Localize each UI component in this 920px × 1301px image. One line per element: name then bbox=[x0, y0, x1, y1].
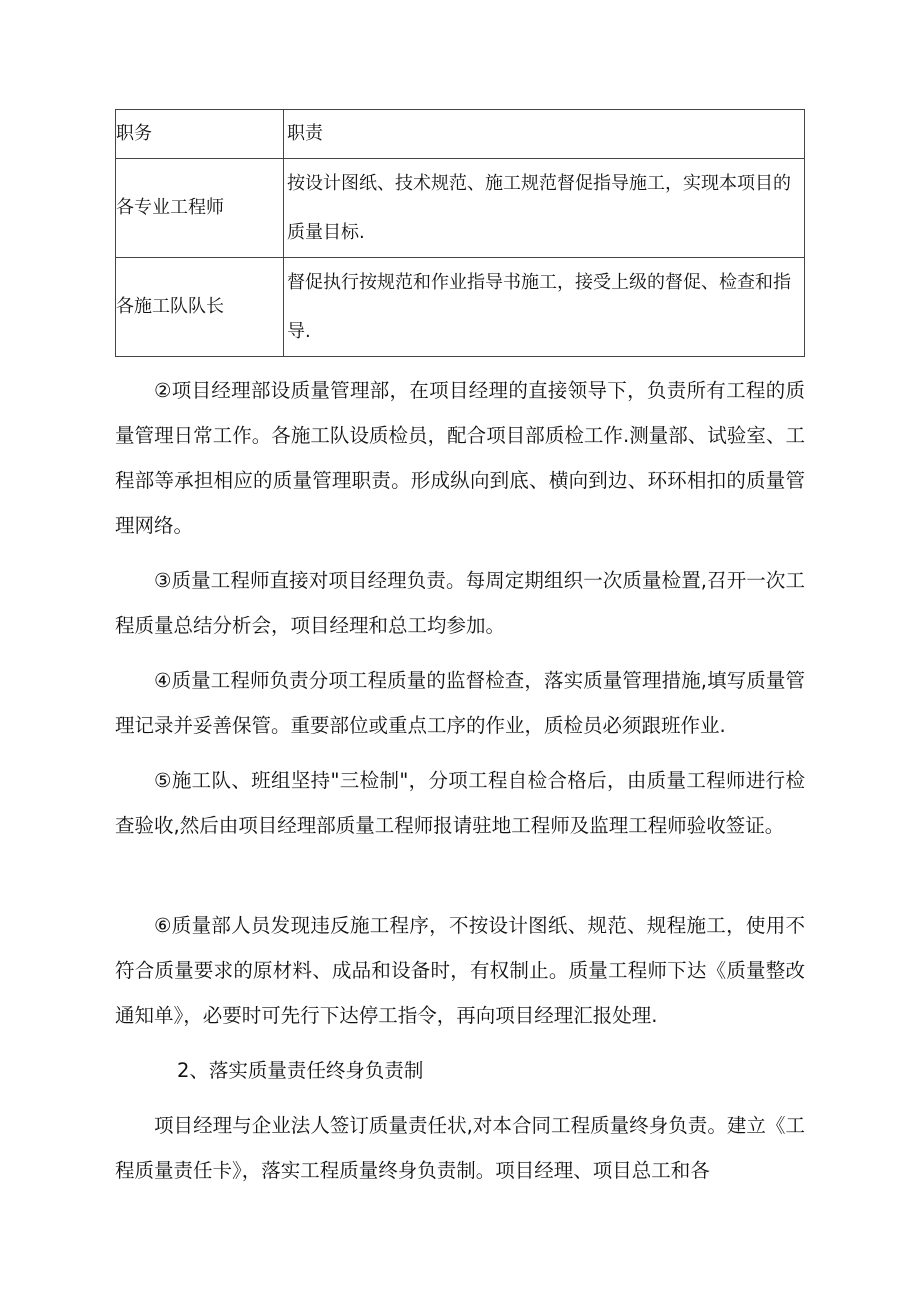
paragraph: ②项目经理部设质量管理部，在项目经理的直接领导下，负责所有工程的质量管理日常工作。各施工队设质检员，配合项目部质检工作.测量部、试验室、工程部等承担相应的质量管理职责。形成纵向到底、横向到边、环环相扣的质量管理网络。 bbox=[115, 379, 805, 537]
paragraph-block bbox=[115, 368, 805, 548]
paragraph-block bbox=[115, 758, 805, 848]
role-cell: 各专业工程师 bbox=[116, 159, 284, 258]
paragraph-block bbox=[115, 903, 805, 1038]
paragraph-block bbox=[115, 658, 805, 748]
table-row bbox=[116, 159, 805, 258]
section-heading: 2、落实质量责任终身负责制 bbox=[177, 1059, 424, 1082]
role-cell: 各施工队队长 bbox=[116, 258, 284, 357]
paragraph: ⑥质量部人员发现违反施工程序，不按设计图纸、规范、规程施工，使用不符合质量要求的原材料、成品和设备时，有权制止。质量工程师下达《质量整改通知单》，必要时可先行下达停工指令，再向项目经理汇报处理. bbox=[115, 914, 805, 1027]
duty-cell bbox=[284, 258, 805, 357]
header-role-cell: 职务 bbox=[116, 110, 284, 159]
paragraph: ④质量工程师负责分项工程质量的监督检查，落实质量管理措施,填写质量管理记录并妥善保管。重要部位或重点工序的作业，质检员必须跟班作业. bbox=[115, 669, 805, 737]
paragraph: 项目经理与企业法人签订质量责任状,对本合同工程质量终身负责。建立《工程质量责任卡》，落实工程质量终身负责制。项目经理、项目总工和各 bbox=[115, 1114, 805, 1182]
duty-text: 按设计图纸、技术规范、施工规范督促指导施工，实现本项目的质量目标. bbox=[287, 173, 791, 243]
paragraph-block bbox=[115, 558, 805, 648]
duty-text: 督促执行按规范和作业指导书施工，接受上级的督促、检查和指导. bbox=[287, 272, 791, 342]
paragraph-block bbox=[115, 1103, 805, 1193]
duty-cell bbox=[284, 159, 805, 258]
table-row bbox=[116, 258, 805, 357]
paragraph: ⑤施工队、班组坚持"三检制"，分项工程自检合格后，由质量工程师进行检查验收,然后由项目经理部质量工程师报请驻地工程师及监理工程师验收签证。 bbox=[115, 769, 805, 837]
header-duty-cell: 职责 bbox=[284, 110, 805, 159]
table-header-row bbox=[116, 110, 805, 159]
paragraph: ③质量工程师直接对项目经理负责。每周定期组织一次质量检置,召开一次工程质量总结分析会，项目经理和总工均参加。 bbox=[115, 569, 805, 637]
duty-table bbox=[115, 109, 805, 357]
